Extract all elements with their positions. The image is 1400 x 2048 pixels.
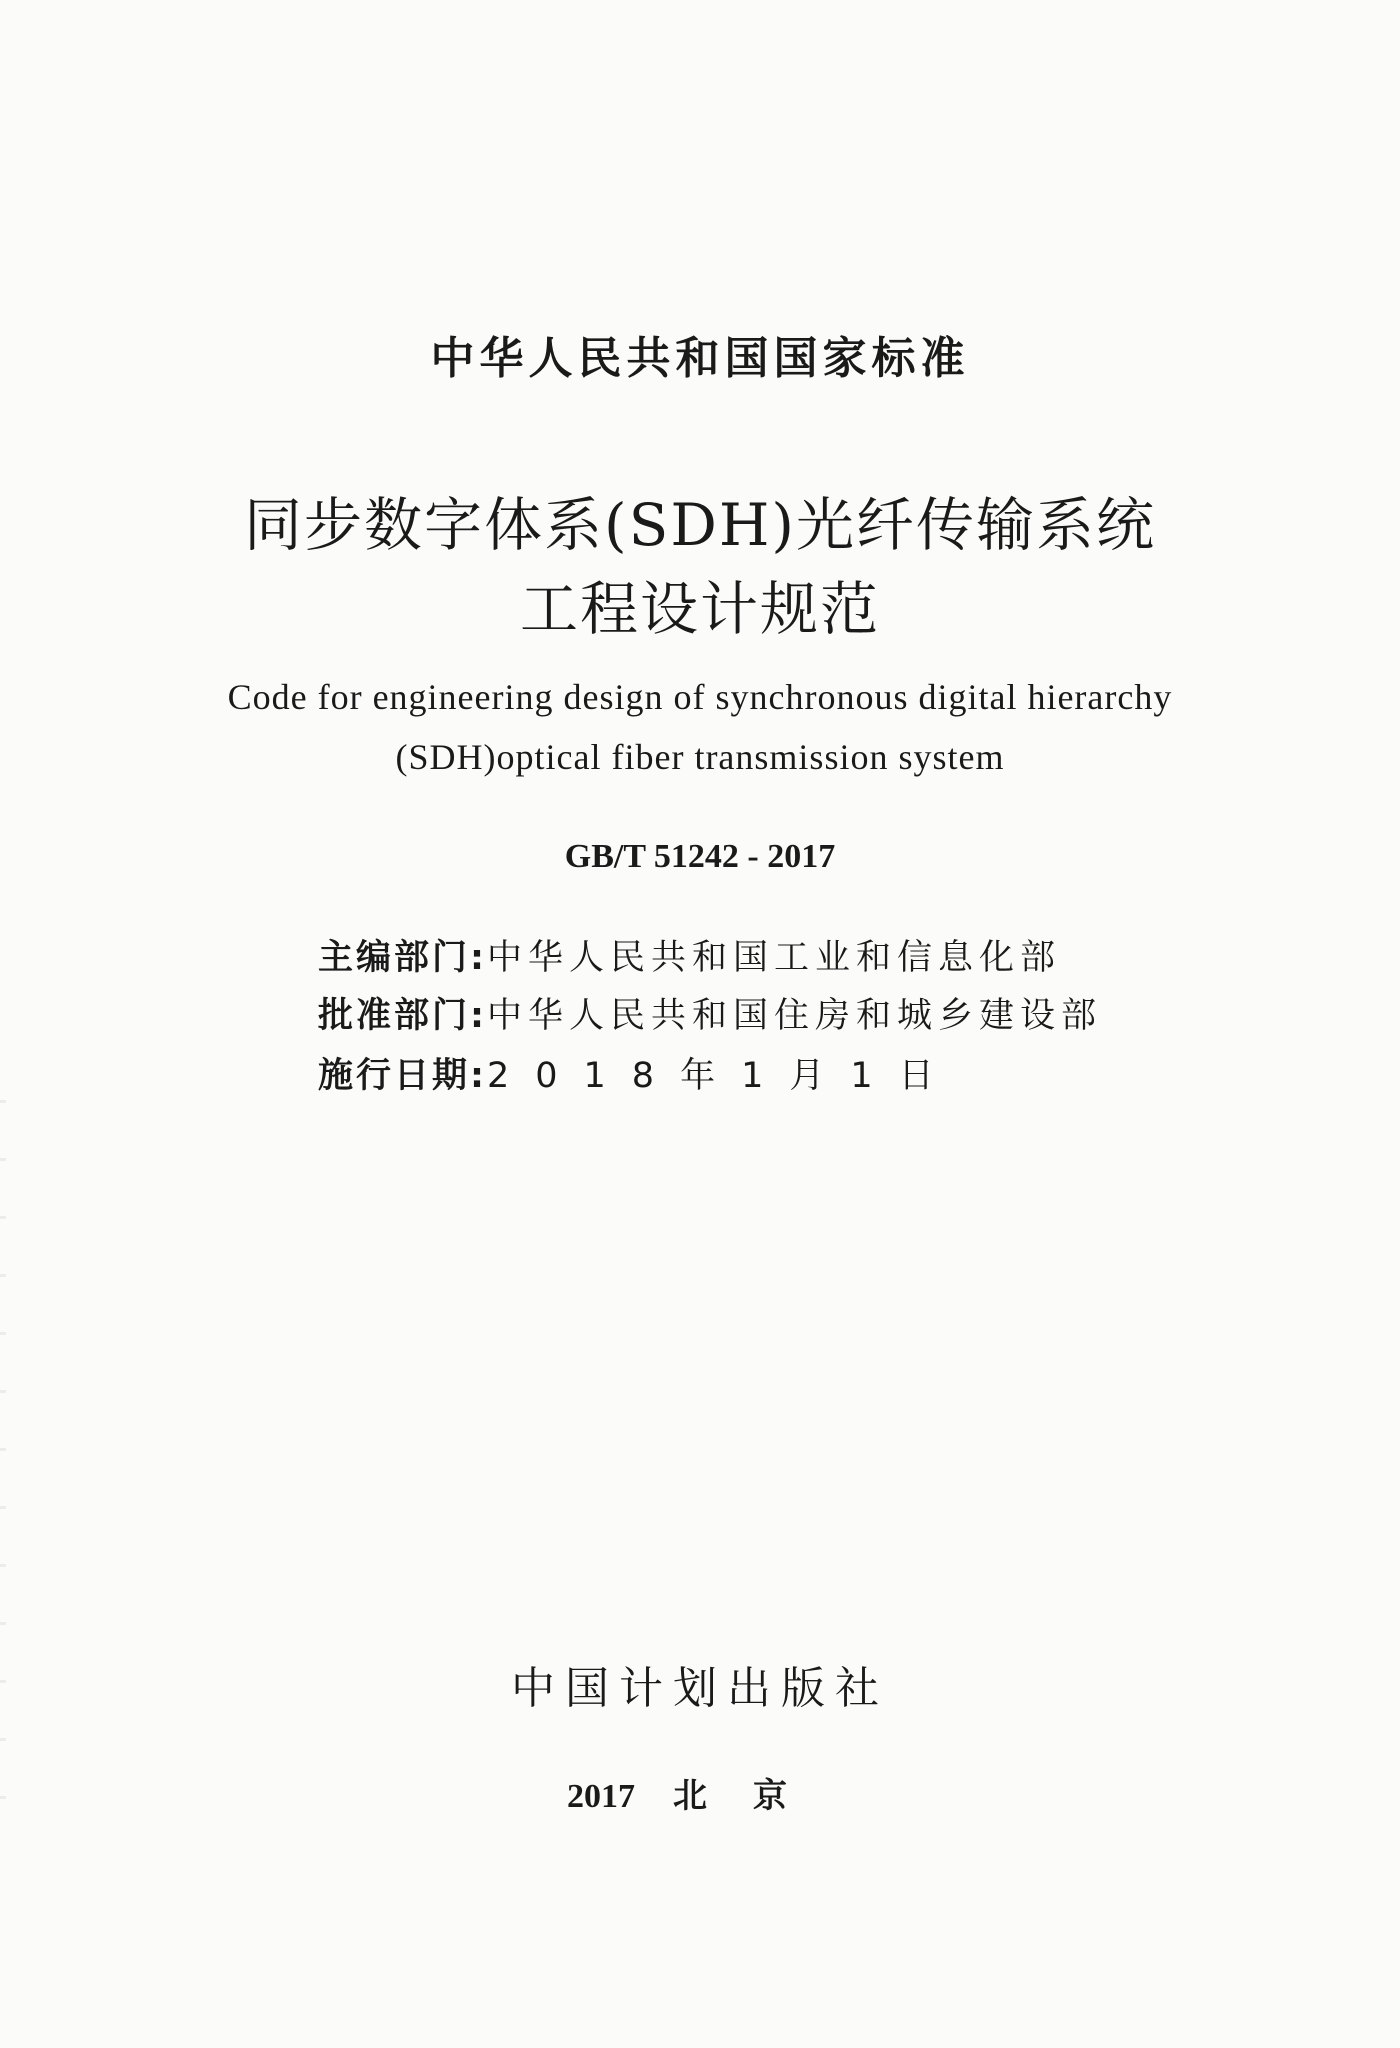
title-chinese-line-2: 工程设计规范 <box>519 575 880 643</box>
title-chinese-line-1: 同步数字体系(SDH)光纤传输系统 <box>243 491 1157 559</box>
approver-row <box>318 988 1218 1038</box>
effective-date-label: 施行日期: <box>318 1056 487 1096</box>
effective-date-row <box>318 1048 1218 1098</box>
editor-label: 主编部门: <box>318 938 487 978</box>
standard-code: GB/T 51242 - 2017 <box>564 838 836 875</box>
editor-value: 中华人民共和国工业和信息化部 <box>487 938 1062 978</box>
title-english-line-2: (SDH)optical fiber transmission system <box>395 737 1005 777</box>
title-english-line-1: Code for engineering design of synchronous digital hierarchy <box>227 677 1173 717</box>
approver-label: 批准部门: <box>318 996 487 1036</box>
publication-year: 2017 <box>567 1778 635 1815</box>
publication-city: 北京 <box>673 1776 833 1816</box>
national-standard-heading: 中华人民共和国国家标准 <box>430 333 970 384</box>
editor-row <box>318 930 1218 980</box>
effective-date-value: 2018年1月1日 <box>487 1056 960 1096</box>
publication-year-city <box>0 1768 1400 1817</box>
publisher-name: 中国计划出版社 <box>511 1663 889 1714</box>
approver-value: 中华人民共和国住房和城乡建设部 <box>487 996 1103 1036</box>
